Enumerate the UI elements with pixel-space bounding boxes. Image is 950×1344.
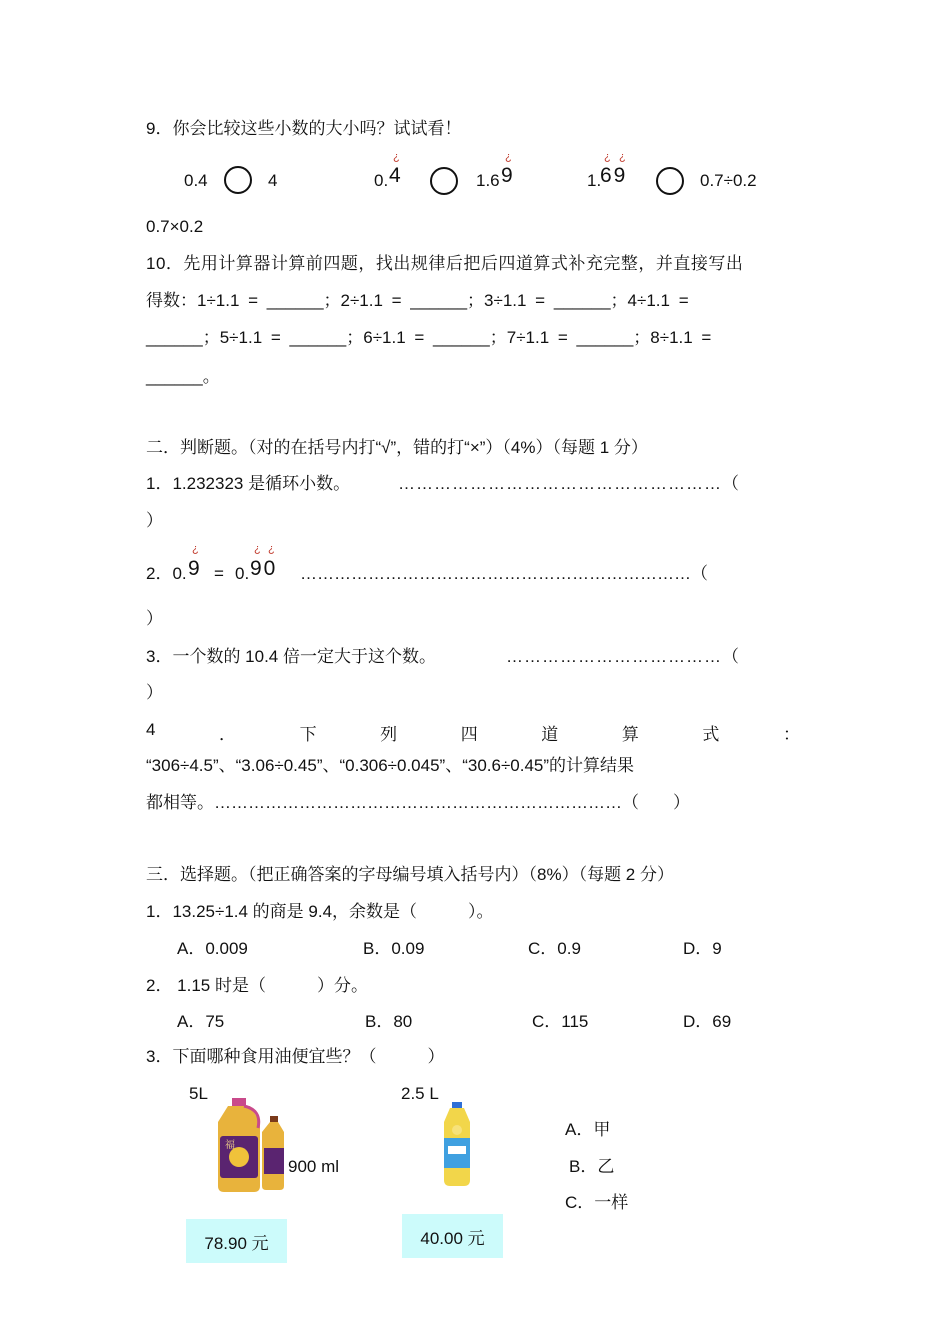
repeat-dot-mark: ¿ xyxy=(604,151,611,163)
choice-q3-option-b[interactable]: B．乙 xyxy=(569,1157,615,1176)
judge-q3-close: ） xyxy=(146,683,163,702)
choice-q3: 3．下面哪种食用油便宜些？（ ） xyxy=(146,1047,445,1066)
repeat-dot-mark: ¿ xyxy=(619,151,626,163)
oil-a-volume: 5L xyxy=(189,1084,208,1103)
oil-bottle-b-icon xyxy=(440,1102,474,1186)
q4-word: 列 xyxy=(380,725,398,744)
judge-q1-close: ） xyxy=(146,511,163,530)
oil-b-price: 40.00 元 xyxy=(402,1214,503,1258)
q4-word: 式 xyxy=(702,725,720,744)
choice-q2-option-b[interactable]: B．80 xyxy=(365,1012,413,1031)
q9-pair3-prefix: 1. xyxy=(587,171,602,190)
q4-word: 下 xyxy=(299,725,317,744)
section2-title: 二．判断题。（对的在括号内打“√”，错的打“×”）（4%）（每题 1 分） xyxy=(146,438,648,457)
repeat-dot-mark: ¿ xyxy=(268,543,275,555)
q9-pair3-digits: 69 xyxy=(600,164,628,187)
judge-q2-prefix: 2．0. xyxy=(146,564,187,583)
judge-q2-prefix2: 0. xyxy=(235,564,250,583)
choice-q1-option-c[interactable]: C．0.9 xyxy=(528,939,581,958)
q9-pair2-prefix2: 1.6 xyxy=(476,171,500,190)
q4-word: ． xyxy=(219,725,237,744)
q4-word: 道 xyxy=(541,725,559,744)
oil-a-price: 78.90 元 xyxy=(186,1219,287,1263)
q4-word: ： xyxy=(782,725,800,744)
choice-q2-option-d[interactable]: D．69 xyxy=(683,1012,732,1031)
choice-q3-option-a[interactable]: A．甲 xyxy=(565,1120,611,1139)
q9-pair2-prefix: 0. xyxy=(374,171,389,190)
repeat-dot-mark: ¿ xyxy=(254,543,261,555)
repeat-dot-mark: ¿ xyxy=(505,151,512,163)
judge-q3: 3．一个数的 10.4 倍一定大于这个数。 xyxy=(146,647,436,666)
q9-pair4-left: 0.7×0.2 xyxy=(146,217,204,236)
q9-pair1-left: 0.4 xyxy=(184,171,208,190)
q4-word: 算 xyxy=(621,725,639,744)
judge-q1-dots: ………………………………………………（ xyxy=(398,474,740,493)
choice-q3-option-c[interactable]: C．一样 xyxy=(565,1193,629,1212)
q10-line3: ______；5÷1.1 = ______；6÷1.1 = ______；7÷1.1 = ______；8÷1.1 = xyxy=(146,328,712,347)
q9-pair1-right: 4 xyxy=(268,171,278,190)
choice-q1-option-d[interactable]: D．9 xyxy=(683,939,722,958)
svg-text:福: 福 xyxy=(225,1140,235,1151)
q10-line2: 得数：1÷1.1 = ______；2÷1.1 = ______；3÷1.1 = ______；4÷1.1 = xyxy=(146,291,689,310)
repeat-dot-mark: ¿ xyxy=(393,151,400,163)
q4-word: 4 xyxy=(146,720,156,739)
choice-q2: 2． 1.15 时是（ ）分。 xyxy=(146,976,368,995)
q10-line1: 10．先用计算器计算前四题，找出规律后把后四道算式补充完整，并直接写出 xyxy=(146,254,744,273)
judge-q4-line1 xyxy=(146,720,800,745)
choice-q2-option-a[interactable]: A．75 xyxy=(177,1012,225,1031)
judge-q4-line3: 都相等。………………………………………………………………（ ） xyxy=(146,793,690,812)
choice-q2-option-c[interactable]: C．115 xyxy=(532,1012,589,1031)
q4-word: 四 xyxy=(460,725,478,744)
section3-title: 三．选择题。（把正确答案的字母编号填入括号内）（8%）（每题 2 分） xyxy=(146,865,674,884)
q10-line4: ______。 xyxy=(146,367,220,386)
oil-a-small-volume: 900 ml xyxy=(288,1157,340,1176)
q9-title: 9．你会比较这些小数的大小吗？试试看！ xyxy=(146,119,462,138)
oil-bottle-a-icon xyxy=(214,1096,288,1194)
judge-q2-eq: = xyxy=(214,564,224,583)
compare-circle-2[interactable] xyxy=(430,167,458,195)
judge-q1: 1．1.232323 是循环小数。 xyxy=(146,474,351,493)
q9-pair2-digit: 4 xyxy=(389,164,401,187)
oil-b-volume: 2.5 L xyxy=(401,1084,439,1103)
repeat-dot-mark: ¿ xyxy=(192,543,199,555)
choice-q1-option-a[interactable]: A．0.009 xyxy=(177,939,248,958)
q9-pair3-right: 0.7÷0.2 xyxy=(700,171,757,190)
compare-circle-3[interactable] xyxy=(656,167,684,195)
compare-circle-1[interactable] xyxy=(224,166,252,194)
q9-pair2-digit2: 9 xyxy=(501,164,513,187)
judge-q2-digit: 9 xyxy=(188,557,200,580)
judge-q2-close: ） xyxy=(146,609,163,628)
choice-q1: 1．13.25÷1.4 的商是 9.4，余数是（ ）。 xyxy=(146,902,494,921)
judge-q2-digits: 90 xyxy=(250,557,278,580)
judge-q3-dots: ………………………………（ xyxy=(506,647,740,666)
judge-q2-dots: ……………………………………………………………（ xyxy=(300,564,708,583)
choice-q1-option-b[interactable]: B．0.09 xyxy=(363,939,425,958)
judge-q4-line2: “306÷4.5”、“3.06÷0.45”、“0.306÷0.045”、“30.6÷0.45”的计算结果 xyxy=(146,756,635,775)
